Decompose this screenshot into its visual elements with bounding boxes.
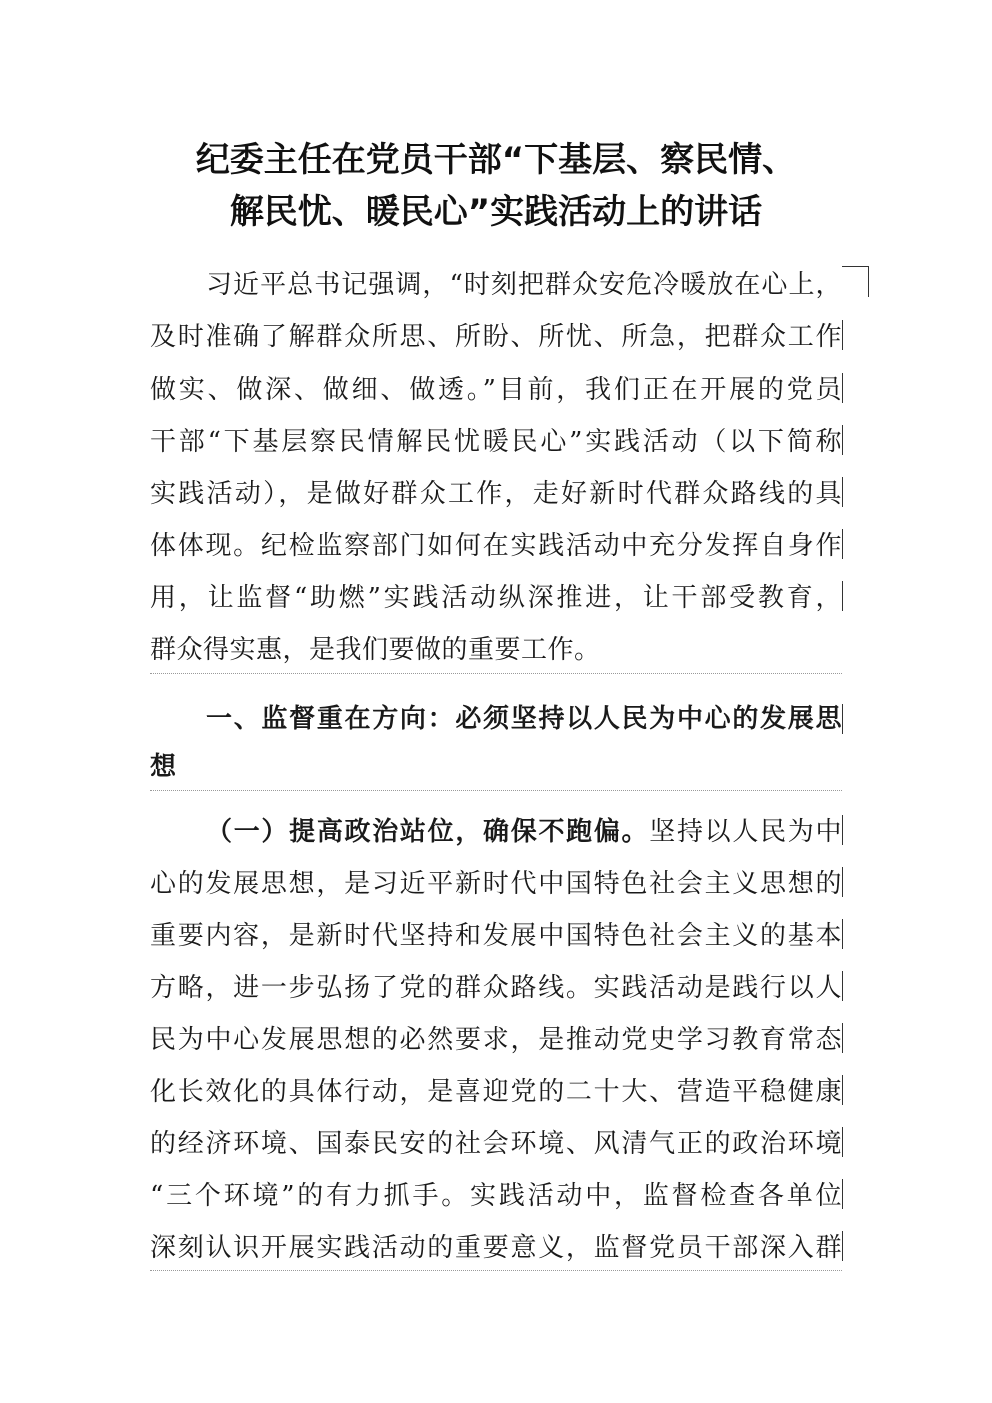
page-bottom-divider	[150, 1270, 842, 1271]
document-title-line-1: 纪委主任在党员干部“下基层、察民情、	[195, 140, 797, 180]
document-title-line-2: 解民忧、暖民心”实践活动上的讲话	[229, 192, 763, 232]
paragraph-line: 及时准确了解群众所思、所盼、所忧、所急，把群众工作	[150, 322, 842, 352]
margin-marker	[842, 815, 843, 845]
margin-marker	[842, 1127, 843, 1157]
paragraph-line: 做实、做深、做细、做透。”目前，我们正在开展的党员	[150, 375, 842, 405]
margin-marker	[842, 581, 843, 611]
paragraph-line: 化长效化的具体行动，是喜迎党的二十大、营造平稳健康	[150, 1077, 842, 1107]
margin-marker	[842, 704, 843, 734]
margin-marker	[842, 1179, 843, 1209]
section-heading-line-1: 一、监督重在方向：必须坚持以人民为中心的发展思	[206, 704, 842, 734]
margin-marker	[842, 477, 843, 507]
margin-marker	[842, 529, 843, 559]
paragraph-line: 深刻认识开展实践活动的重要意义，监督党员干部深入群	[150, 1233, 842, 1263]
margin-marker	[842, 1075, 843, 1105]
paragraph-line: 习近平总书记强调，“时刻把群众安危冷暖放在心上，	[206, 270, 842, 300]
margin-marker	[842, 425, 843, 455]
paragraph-line: 心的发展思想，是习近平新时代中国特色社会主义思想的	[150, 869, 842, 899]
paragraph-line: 民为中心发展思想的必然要求，是推动党史学习教育常态	[150, 1025, 842, 1055]
paragraph-line: “三个环境”的有力抓手。实践活动中，监督检查各单位	[150, 1181, 842, 1211]
paragraph-line: 体体现。纪检监察部门如何在实践活动中充分发挥自身作	[150, 531, 842, 561]
paragraph-line: 用，让监督“助燃”实践活动纵深推进，让干部受教育，	[150, 583, 842, 613]
margin-marker	[842, 971, 843, 1001]
subsection-first-line	[206, 806, 842, 858]
paragraph-line: 实践活动），是做好群众工作，走好新时代群众路线的具	[150, 479, 842, 509]
margin-marker	[842, 919, 843, 949]
margin-marker	[842, 1023, 843, 1053]
margin-marker	[842, 320, 843, 350]
paragraph-line: 的经济环境、国泰民安的社会环境、风清气正的政治环境	[150, 1129, 842, 1159]
paragraph-divider	[150, 673, 842, 674]
paragraph-line: 干部“下基层察民情解民忧暖民心”实践活动（以下简称	[150, 427, 842, 457]
margin-marker	[842, 1231, 843, 1261]
paragraph-line: 方略，进一步弘扬了党的群众路线。实践活动是践行以人	[150, 973, 842, 1003]
margin-corner-mark	[842, 266, 869, 297]
section-heading-line-2: 想	[150, 752, 177, 782]
margin-marker	[842, 867, 843, 897]
paragraph-line: 重要内容，是新时代坚持和发展中国特色社会主义的基本	[150, 921, 842, 951]
paragraph-divider	[150, 790, 842, 791]
subsection-lead: （一）提高政治站位，确保不跑偏。	[206, 817, 650, 847]
subsection-first-rest: 坚持以人民为中	[649, 817, 842, 847]
paragraph-line: 群众得实惠，是我们要做的重要工作。	[150, 635, 601, 665]
margin-marker	[842, 373, 843, 403]
